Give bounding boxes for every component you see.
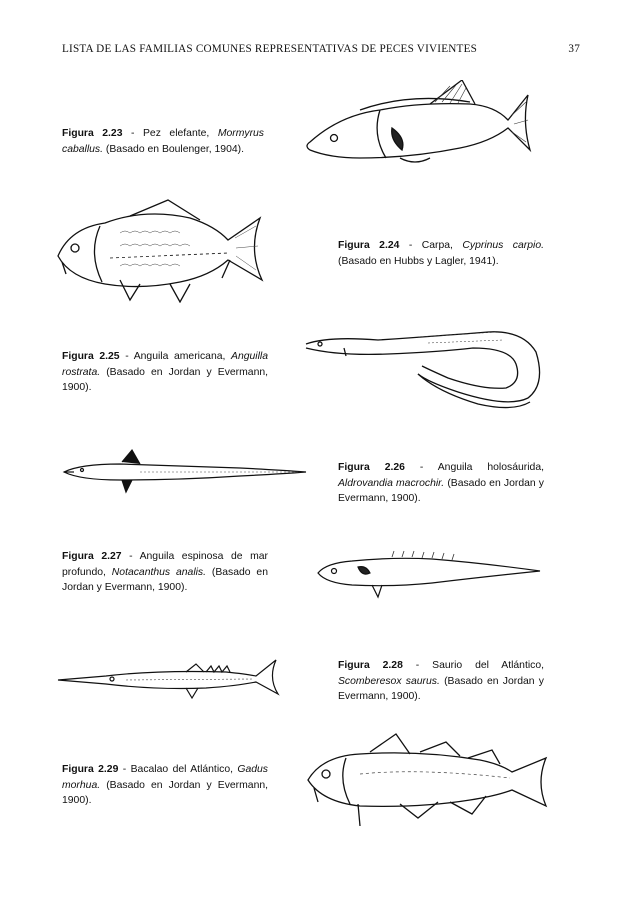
page-header — [62, 43, 580, 59]
page-number: 37 — [568, 43, 580, 55]
american-eel-illustration — [298, 322, 548, 412]
elephant-fish-illustration — [300, 80, 540, 175]
caption-figure-2-24: Figura 2.24 - Carpa, Cyprinus carpio. (Basado en Hubbs y Lagler, 1941). — [338, 240, 544, 267]
caption-figure-2-23: Figura 2.23 - Pez elefante, Mormyrus caballus. (Basado en Boulenger, 1904). — [62, 128, 265, 155]
caption-figure-2-26: Figura 2.26 - Anguila holosáurida, Aldrovandia macrochir. (Basado en Jordan y Evermann, 1900). — [338, 462, 545, 504]
atlantic-saury-illustration — [56, 654, 284, 704]
caption-figure-2-28: Figura 2.28 - Saurio del Atlántico, Scomberesox saurus. (Basado en Jordan y Evermann, 1900). — [338, 660, 545, 702]
spiny-eel-illustration — [312, 545, 544, 600]
caption-figure-2-27: Figura 2.27 - Anguila espinosa de mar profundo, Notacanthus analis. (Basado en Jordan y Evermann, 1900). — [62, 551, 268, 593]
running-title: LISTA DE LAS FAMILIAS COMUNES REPRESENTATIVAS DE PECES VIVIENTES — [62, 43, 478, 55]
holosaurid-eel-illustration — [60, 448, 310, 496]
caption-figure-2-25: Figura 2.25 - Anguila americana, Anguilla rostrata. (Basado en Jordan y Evermann, 1900). — [62, 351, 269, 393]
carp-illustration — [50, 198, 280, 303]
caption-figure-2-29: Figura 2.29 - Bacalao del Atlántico, Gadus morhua. (Basado en Jordan y Evermann, 1900). — [62, 764, 269, 806]
atlantic-cod-illustration — [300, 730, 550, 830]
